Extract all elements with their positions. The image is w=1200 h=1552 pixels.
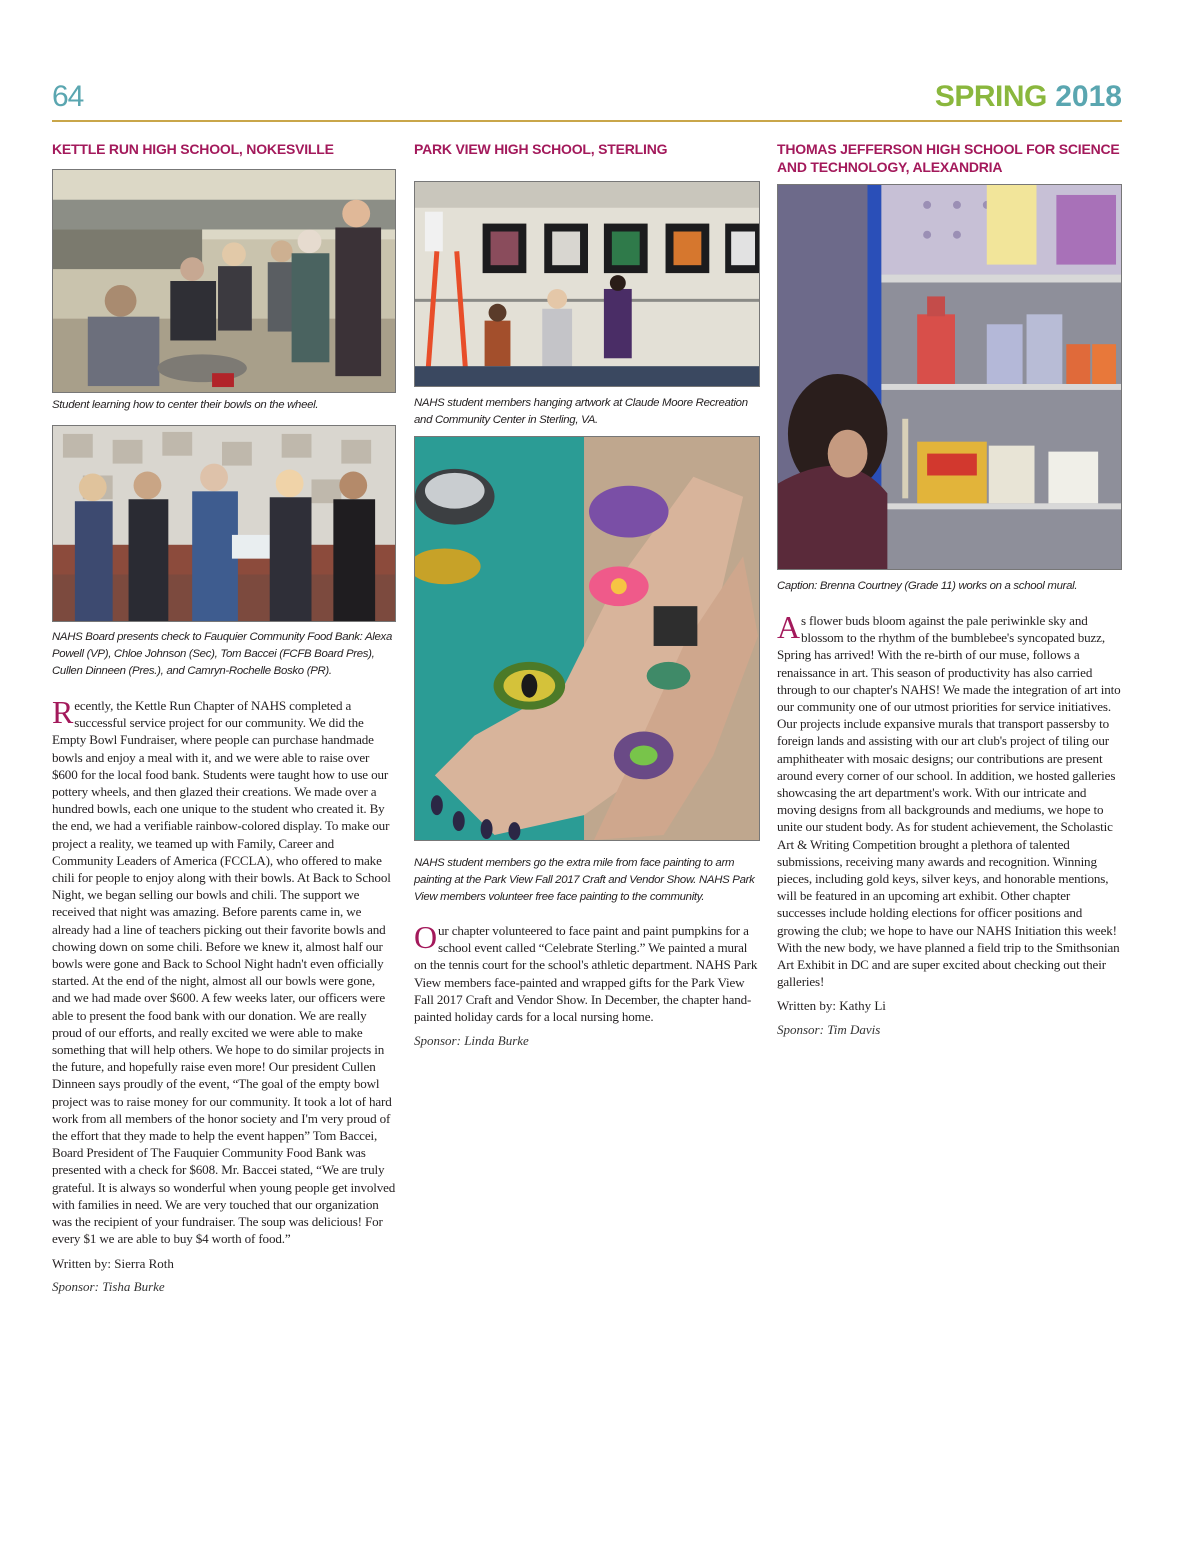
thomas-jefferson-author: Written by: Kathy Li	[777, 998, 886, 1014]
park-view-column	[414, 140, 760, 1049]
issue-season: SPRING	[934, 80, 1047, 113]
school-mural-caption: Caption: Brenna Courtney (Grade 11) works on a school mural.	[777, 580, 1078, 592]
park-view-school-heading: PARK VIEW HIGH SCHOOL, STERLING	[414, 141, 668, 157]
kettle-run-author: Written by: Sierra Roth	[52, 1255, 174, 1271]
hanging-artwork-caption: NAHS student members hanging artwork at Claude Moore Recreation and Community Center in Sterling, VA.	[414, 397, 748, 426]
page-number: 64	[52, 80, 84, 113]
kettle-run-column	[52, 140, 396, 1295]
kettle-run-dropcap: R	[52, 694, 74, 730]
school-mural-photo	[777, 184, 1122, 570]
kettle-run-sponsor: Sponsor: Tisha Burke	[52, 1278, 165, 1294]
header-rule	[52, 120, 1122, 122]
park-view-article-text: ur chapter volunteered to face paint and paint pumpkins for a school event called “Celebrate Sterling.” We painted a mural on the tennis court for the school's athletic department. NAHS Park View members face-painted and wrapped gifts for the Park View Fall 2017 Craft and Vendor Show. In December, the chapter hand-painted holiday cards for a local nursing home.	[414, 923, 758, 1025]
pottery-photo-caption: Student learning how to center their bowls on the wheel.	[52, 399, 319, 411]
thomas-jefferson-sponsor: Sponsor: Tim Davis	[777, 1022, 881, 1038]
issue-year: 2018	[1055, 80, 1122, 113]
arm-painting-caption: NAHS student members go the extra mile from face painting to arm painting at the Park View Fall 2017 Craft and Vendor Show. NAHS Park View members volunteer free face painting to the community.	[414, 857, 755, 903]
pottery-wheel-photo	[52, 169, 396, 393]
park-view-sponsor: Sponsor: Linda Burke	[414, 1033, 529, 1049]
thomas-jefferson-article	[777, 609, 1122, 990]
arm-painting-photo	[414, 436, 760, 841]
issue-title	[935, 80, 1122, 114]
kettle-run-article-text: ecently, the Kettle Run Chapter of NAHS completed a successful service project for our community. We did the Empty Bowl Fundraiser, where people can purchase handmade bowls and enjoy a meal with it, and we were able to raise over $600 for the local food bank. Students were taught how to use our pottery wheels, and then glazed their creations. We made over a hundred bowls, each one unique to the student who created it. By the end, we had a verifiable rainbow-colored display. To make our project a reality, we teamed up with Family, Career and Community Leaders of America (FCCLA), who offered to make chili for people to enjoy along with their bowls. At Back to School Night, we began selling our bowls and chili. The support we received that night was amazing. Before parents came in, we already had a line of teachers picking out their favorite bowls and chowing down on some chili. Before we knew it, almost half our bowls were gone and Back to School Night hadn't even officially started. At the end of the night, almost all our bowls were gone, and we had made over $600. A few weeks later, our officers were able to present the food bank with our donation. We are really proud of our efforts, and really excited we were able to make something that will help others. We hope to do similar projects in the future, and hopefully raise even more! Our president Cullen Dinneen says proudly of the event, “The goal of the empty bowl project was to raise money for our community. It took a lot of hard work from all members of the honor society and I'm very proud of the effort that they made to help the event happen” Tom Baccei, Board President of The Fauquier Community Food Bank was presented with a check for $608. Mr. Baccei stated, “We are truly grateful. It is always so wonderful when young people get involved with families in need. We are very touched that our organization was the recipient of your fundraiser. The soup was delicious! For every $1 we are able to buy $4 worth of food.”	[52, 698, 396, 1247]
park-view-dropcap: O	[414, 919, 437, 955]
thomas-jefferson-school-heading: THOMAS JEFFERSON HIGH SCHOOL FOR SCIENCE AND TECHNOLOGY, ALEXANDRIA	[777, 141, 1120, 175]
thomas-jefferson-column	[777, 140, 1122, 1038]
hanging-artwork-photo	[414, 181, 760, 387]
park-view-article	[414, 919, 760, 1025]
thomas-jefferson-article-text: s flower buds bloom against the pale periwinkle sky and blossom to the rhythm of the bumblebee's syncopated buzz, Spring has arrived! With the re-birth of our muse, follows a renaissance in art. This season of productivity has also carried through to our chapter's NAHS! We made the integration of art into our community one of our utmost priorities for service initiatives. Our projects include expansive murals that transport passersby to foreign lands and assisting with our art club's project of tiling our amphitheater with mosaic designs; our contributions are present around every corner of our school. In addition, we hosted galleries showcasing the art department's work. With our intricate and moving designs from all backgrounds and mediums, we hope to unite our student body. As for student achievement, the Scholastic Art & Writing Competition brought a plethora of talented submissions, receiving many awards and recognition. Winning pieces, including gold keys, silver keys, and honorable mentions, will be featured in an upcoming art exhibit. Other chapter successes include holding elections for officer positions and growing the club; we hope to have our NAHS Initiation this week! With the new body, we have planned a field trip to the Smithsonian Art Exhibit in DC and are super excited about checking out their galleries!	[777, 613, 1121, 990]
check-presentation-photo	[52, 425, 396, 622]
kettle-run-article	[52, 694, 396, 1248]
thomas-jefferson-dropcap: A	[777, 609, 800, 645]
check-photo-caption: NAHS Board presents check to Fauquier Community Food Bank: Alexa Powell (VP), Chloe Johnson (Sec), Tom Baccei (FCFB Board Pres), Cullen Dinneen (Pres.), and Camryn-Rochelle Bosko (PR).	[52, 631, 392, 677]
kettle-run-school-heading: KETTLE RUN HIGH SCHOOL, NOKESVILLE	[52, 141, 334, 157]
